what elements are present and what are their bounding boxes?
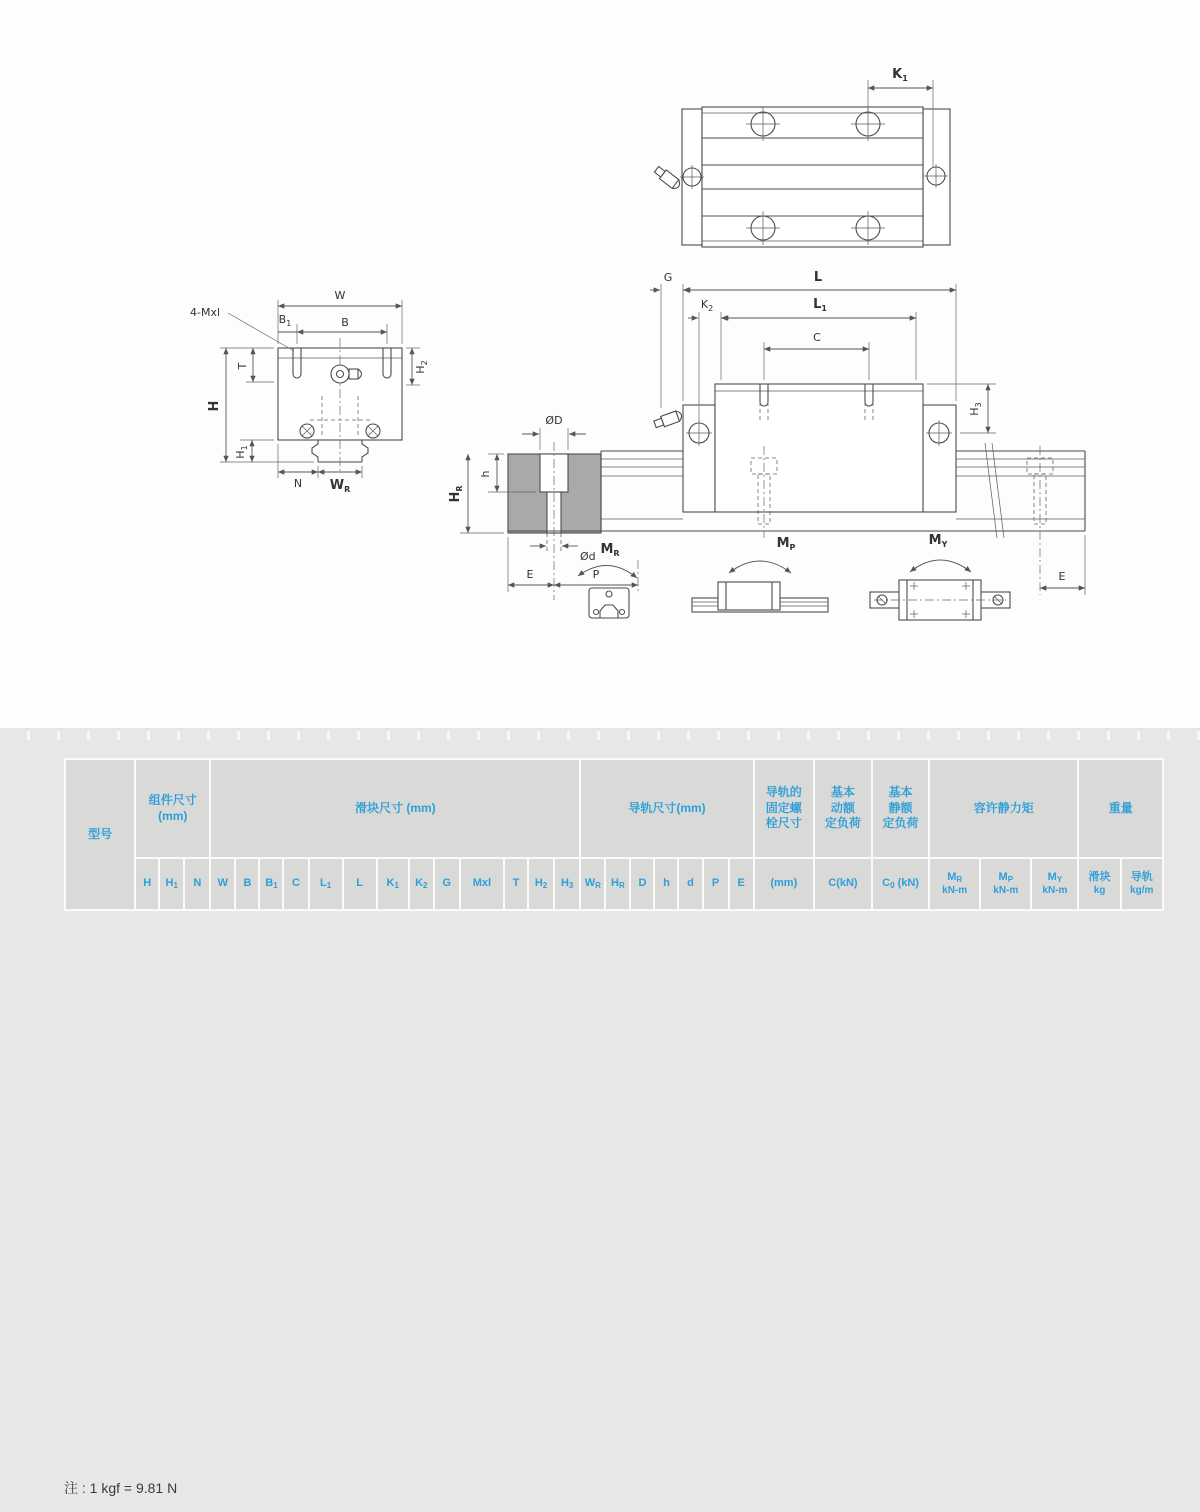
drawing-rail-section [448,414,638,600]
dim-label-k1: $K_1$ [892,67,908,83]
break-mark-icon [992,443,1004,538]
spec-table [64,758,1164,911]
header-group: 基本 静额 定负荷 [872,759,929,858]
dim-label-k2: $K_2$ [700,298,714,313]
moment-label-mr: $M_R$ [600,542,620,558]
dim-label-h: h [479,470,492,478]
dim-label-l: L [813,270,823,285]
header-symbol: $H_R$ [605,858,630,910]
header-symbol: N [184,858,210,910]
dim-label-c: C [813,331,821,344]
header-symbol: Mxl [460,858,504,910]
header-group: 基本 动额 定负荷 [814,759,872,858]
header-symbol: $H_1$ [159,858,184,910]
moment-arrow-icon [729,561,791,573]
dim-label-od: ØD [545,414,563,427]
dim-label-h2: $H_2$ [414,360,429,374]
moment-arrow-icon [910,560,971,572]
header-group: 重量 [1078,759,1163,858]
header-group: 导轨尺寸(mm) [580,759,753,858]
spec-table-section [0,728,1200,1512]
dim-label-l1: $L_1$ [813,297,827,313]
header-symbol: $B_1$ [259,858,283,910]
header-symbol: E [729,858,754,910]
header-symbol: D [630,858,654,910]
dim-label-d-small: Ød [580,550,596,563]
technical-drawings-svg [0,0,1200,700]
moment-label-mp: $M_P$ [776,536,796,552]
header-symbol: (mm) [754,858,814,910]
header-symbol: H [135,858,159,910]
header-symbol: $M_Y$ kN-m [1031,858,1078,910]
drawing-side-view [508,270,1085,595]
header-symbol: C [283,858,308,910]
drawing-front-view [190,289,429,494]
header-group: 导轨的 固定螺 栓尺寸 [754,759,814,858]
drawing-moments [578,533,1010,620]
header-symbol: W [210,858,235,910]
dim-label-n: N [293,477,303,490]
header-group: 滑块尺寸 (mm) [210,759,580,858]
header-symbol: C(kN) [814,858,872,910]
header-symbol: $M_P$ kN-m [980,858,1031,910]
header-symbol: d [678,858,702,910]
dim-label-mxl: 4-Mxl [190,306,221,319]
header-symbol: h [654,858,678,910]
technical-drawings-section [0,0,1200,700]
column-tick-strip [0,731,1200,740]
dim-label-e: E [1058,570,1066,583]
grease-nipple-icon [653,410,683,430]
dim-label-t: T [236,362,249,370]
dim-label-hr: $H_R$ [448,485,464,503]
dim-label-h3: $H_3$ [968,402,983,416]
footnote: 注 : 1 kgf = 9.81 N [64,1480,178,1496]
header-symbol: B [235,858,259,910]
header-symbol: T [504,858,528,910]
dim-label-e: E [526,568,534,581]
header-symbol: $K_2$ [409,858,434,910]
header-symbol: G [434,858,460,910]
dim-label-b: B [341,316,349,329]
break-mark-icon [985,443,997,538]
header-symbol: $M_R$ kN-m [929,858,980,910]
dim-label-g: G [663,271,673,284]
header-symbol: L [343,858,377,910]
header-symbol: $C_0$ (kN) [872,858,929,910]
dim-label-w: W [334,289,346,302]
header-symbol: $H_2$ [528,858,554,910]
dim-label-b1: $B_1$ [278,313,292,328]
dim-label-h: H [207,400,222,412]
header-model: 型号 [65,759,135,910]
header-symbol: $W_R$ [580,858,605,910]
header-symbol: $H_3$ [554,858,580,910]
header-symbol: P [703,858,729,910]
header-symbol: 导轨 kg/m [1121,858,1163,910]
moment-arrow-icon [578,565,637,578]
header-symbol: $K_1$ [377,858,409,910]
header-symbol: $L_1$ [309,858,343,910]
dim-label-h1: $H_1$ [234,445,249,459]
grease-nipple-icon [653,165,682,191]
header-symbol: 滑块 kg [1078,858,1120,910]
moment-label-my: $M_Y$ [928,533,948,549]
header-group: 组件尺寸 (mm) [135,759,210,858]
dim-label-p: P [592,568,600,581]
header-group: 容许静力矩 [929,759,1078,858]
dim-label-wr: $W_R$ [329,478,351,494]
drawing-top-view [653,67,950,247]
